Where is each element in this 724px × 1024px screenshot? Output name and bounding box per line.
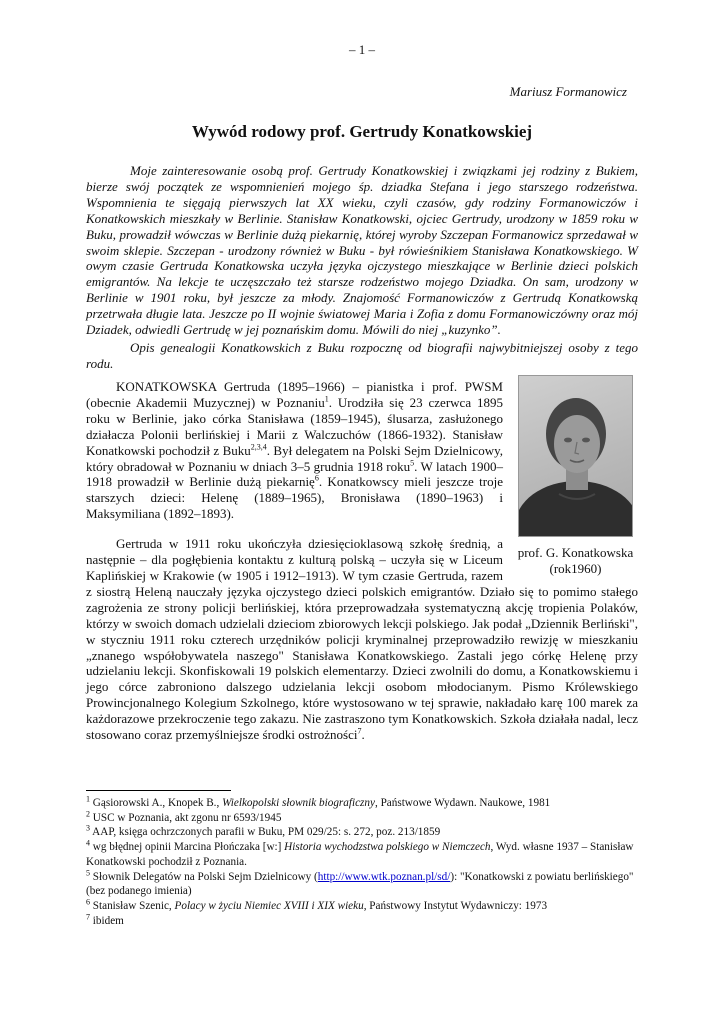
footnote-divider bbox=[86, 790, 231, 791]
page-number: – 1 – bbox=[349, 42, 375, 57]
portrait-illustration bbox=[519, 376, 632, 536]
footnote-4: $^4$ wg błędnej opinii Marcina Płończaka [w:] Historia wychodzstwa polskiego w Niemczech, Wyd. własne 1937 – Stanisław Konatkowski pochodził z Poznania. bbox=[86, 838, 634, 868]
footnote-7: $^7$ ibidem bbox=[86, 911, 124, 927]
footnote-link[interactable]: http://www.wtk.poznan.pl/sd/ bbox=[317, 870, 451, 883]
footnote-ref: 6 bbox=[314, 474, 319, 484]
footnote-ref: 5 bbox=[410, 458, 415, 468]
portrait-caption-line-2: (rok1960) bbox=[549, 561, 602, 576]
portrait-caption-line-1: prof. G. Konatkowska bbox=[517, 545, 634, 560]
biography-paragraph-1: KONATKOWSKA Gertruda (1895–1966) – pianistka i prof. PWSM (obecnie Akademii Muzycznej) w Poznaniu$^1$. Urodziła się 23 czerwca 1895 roku w Berlinie, jako córka Stanisława (1859–1945), ślusarza, zasłużonego działacza Polonii berlińskiej i Marii z Walczuchów (1866-1932). Stanisław Konatkowski pochodził z Buku$^{2,3,4}$. Był delegatem na Polski Sejm Dzielnicowy, który obradował w Poznaniu w dniach 3–5 grudnia 1918 roku$^5$. W latach 1900–1918 prowadził w Berlinie dużą piekarnię$^6$. Konatkowscy mieli jeszcze troje starszych dzieci: Helenę (1889–1965), Bronisława (1890–1963) i Maksymiliana (1892–1893). bbox=[86, 379, 503, 522]
footnote-3: $^3$ AAP, księga ochrzczonych parafii w Buku, PM 029/25: s. 272, poz. 213/1859 bbox=[86, 823, 441, 839]
intro-paragraph-1: Moje zainteresowanie osobą prof. Gertrudy Konatkowskiej i związkami jej rodziny z Bukiem, bierze swój początek ze wspomnienień mojego śp. dziadka Stefana i jego starszego rodzeństwa. Wspomnienia te sięgają pierwszych lat XX wieku, czyli czasów, gdy rodziny Formanowiczów i Konatkowskich mieszkały w Berlinie. Stanisław Konatkowski, ojciec Gertrudy, urodzony w 1859 roku w Buku, prowadził wówczas w Berlinie dużą piekarnię, której wyroby Szczepan Formanowicz sprzedawał w swoim sklepie. Szczepan - urodzony również w Buku - był rówieśnikiem Stanisława Konatkowskiego. W owym czasie Gertruda Konatkowska uczyła języka ojczystego mieszkające w Berlinie dzieci polskich emigrantów. Na lekcje te uczęszczało też starsze rodzeństwo mojego Dziadka. On sam, urodzony w Berlinie w 1901 roku, był jeszcze za młody. Znajomość Formanowiczów z Gertrudą Konatkowską przetrwała długie lata. Jeszcze po II wojnie światowej Maria i Zofia z domu Formanowiczówny oraz mój Dziadek, odwiedli Gertrudę w jej poznańskim domu. Mówili do niej „kuzynko”. bbox=[86, 163, 638, 338]
author-name: Mariusz Formanowicz bbox=[509, 84, 627, 99]
footnote-ref: 1 bbox=[324, 394, 329, 404]
portrait-photo bbox=[518, 375, 633, 537]
portrait-figure bbox=[513, 375, 638, 577]
footnotes-section bbox=[86, 796, 638, 928]
footnote-5: $^5$ Słownik Delegatów na Polski Sejm Dzielnicowy (http://www.wtk.poznan.pl/sd/): "Konatkowski z powiatu berlińskiego" (bez podanego imienia) bbox=[86, 867, 634, 898]
biography-paragraph-2: Gertruda w 1911 roku ukończyła dziesięcioklasową szkołę średnią, a następnie – dla pogłębienia kontaktu z kulturą polską – uczyła się w Liceum Kaplińskiej w Krakowie (w 1905 i 1912–1913). W tym czasie Gertruda, razem z siostrą Heleną nauczały języka ojczystego dzieci polskich emigrantów. Działo się to pomimo stałego zagrożenia ze strony policji berlińskiej, która przeprowadzała systematyczną akcję tropienia Polaków, którzy w swoich domach udzielali dzieciom zbiorowych lekcji polskiego. Jak podał „Dziennik Berliński", w styczniu 1911 roku czterech urzędników policji kryminalnej przeprowadziło rewizję w mieszkaniu „znanego współobywatela naszego" Stanisława Konatkowskiego. Zastali jego córkę Helenę przy udzielaniu lekcji. Skonfiskowali 19 polskich elementarzy. Dzieci zwolnili do domu, a Konatkowskiemu i jego córce zabroniono dalszego udzielania lekcji osobom młodocianym. Pismo Królewskiego Prowincjonalnego Kolegium Szkolnego, które wystosowano w tej sprawie, nakładało karę 100 marek za każdorazowe przekroczenie tego zakazu. Nie zastraszono tym Konatkowskich. Szkoła działała nadal, lecz stosowano coraz przemyślniejsze środki ostrożności$^7$. bbox=[86, 536, 638, 743]
footnote-1: $^1$ Gąsiorowski A., Knopek B., Wielkopolski słownik biograficzny, Państwowe Wydawn. Naukowe, 1981 bbox=[86, 794, 551, 809]
intro-section bbox=[86, 163, 638, 372]
intro-paragraph-2: Opis genealogii Konatkowskich z Buku rozpocznę od biografii najwybitniejszej osoby z tego rodu. bbox=[86, 339, 638, 371]
footnote-2: $^2$ USC w Poznania, akt zgonu nr 6593/1945 bbox=[86, 808, 282, 824]
footnote-6: $^6$ Stanisław Szenic, Polacy w życiu Niemiec XVIII i XIX wieku, Państwowy Instytut Wydawniczy: 1973 bbox=[86, 897, 548, 912]
footnote-ref: 7 bbox=[357, 726, 362, 736]
footnote-ref: 2,3,4 bbox=[250, 442, 267, 452]
page-title: Wywód rodowy prof. Gertrudy Konatkowskiej bbox=[191, 122, 533, 141]
biography-section bbox=[86, 379, 638, 743]
